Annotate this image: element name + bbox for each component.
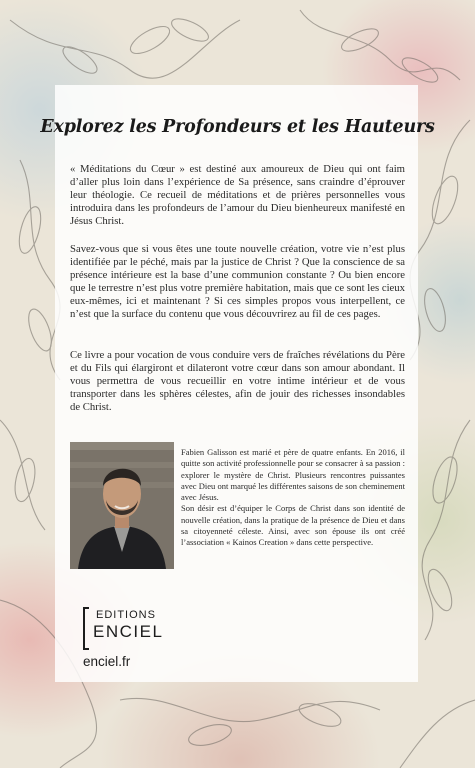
author-photo — [70, 442, 174, 569]
publisher-logo-name: ENCIEL — [93, 622, 164, 641]
back-cover-heading: Explorez les Profondeurs et les Hauteurs — [40, 117, 435, 137]
publisher-website-link[interactable]: enciel.fr — [83, 654, 131, 669]
author-bio-paragraph-1: Fabien Galisson est marié et père de quatre enfants. En 2016, il quitte son activité professionnelle pour se consacrer à sa passion : explorer le mystère de Christ. Plusieurs rencontres puissantes avec Dieu ont marqué les différentes saisons de son cheminement avec Jésus. — [181, 447, 405, 503]
description-paragraph-3: Ce livre a pour vocation de vous conduire vers de fraîches révélations du Père et du Fils qui élargiront et dilateront votre cœur dans son amour abondant. Il vous permettra de vous recueillir en votre intime intérieur et de vous transporter dans les sphères célestes, afin de jouir des richesses insondables de Christ. — [70, 349, 405, 413]
description-paragraph-1: « Méditations du Cœur » est destiné aux amoureux de Dieu qui ont faim d’aller plus loin dans l’expérience de Sa présence, sans craindre d’éprouver leur théologie. Ce recueil de méditations et de prières personnelles vous introduira dans les profondeurs de l’amour du Dieu bienheureux manifesté en Jésus Christ. — [70, 163, 405, 227]
publisher-logo-editions: EDITIONS — [96, 609, 156, 621]
publisher-logo-bracket — [83, 607, 89, 650]
author-bio-paragraph-2: Son désir est d’équiper le Corps de Christ dans son identité de nouvelle création, dans la pratique de la présence de Dieu et dans sa citoyenneté céleste. Ainsi, avec son épouse ils ont créé l’association « Kainos Creation » dans cette perspective. — [181, 503, 405, 548]
author-portrait-illustration — [70, 442, 174, 569]
description-paragraph-2: Savez-vous que si vous êtes une toute nouvelle création, votre vie n’est plus identifiée par le péché, mais par la justice de Christ ? Que la conscience de sa présence intérieure est la base d’une communion constante ? Ou bien encore que le terrestre n’est plus votre première habitation, mais que ce sont les cieux eux-mêmes, ici et maintenant ? Si ces simples propos vous interpellent, ce n’est que la surface du contenu que vous découvrirez au fil de ces pages. — [70, 243, 405, 320]
author-bio — [181, 447, 405, 549]
